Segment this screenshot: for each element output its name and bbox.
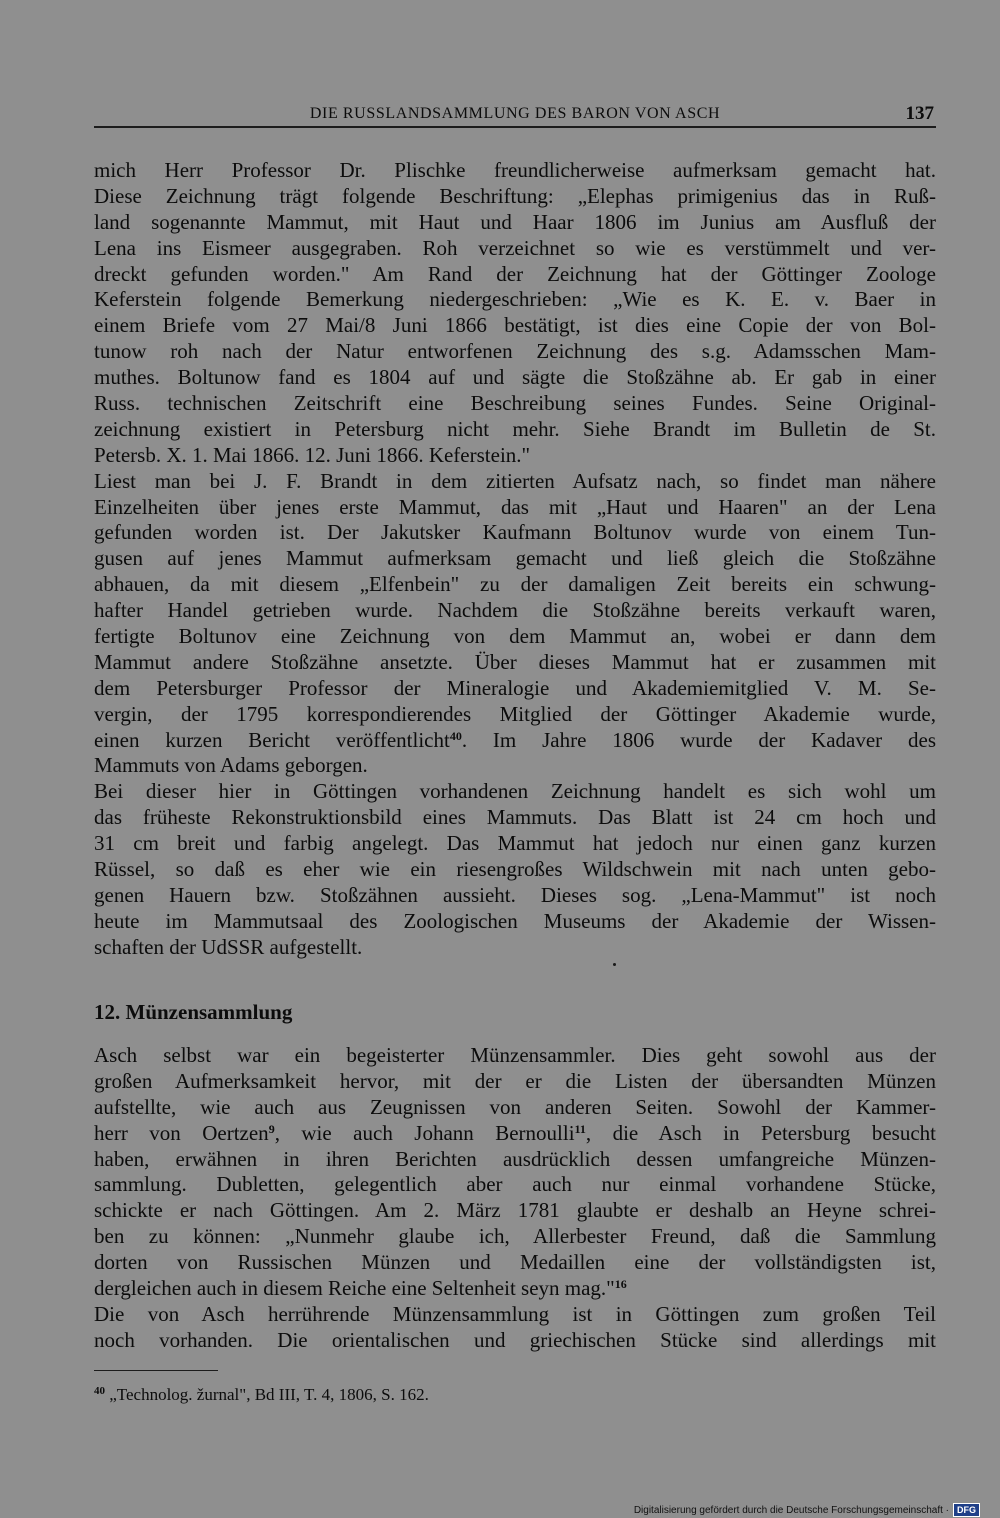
text-line: zeichnung existiert in Petersburg nicht mehr. Siehe Brandt im Bulletin de St. — [94, 416, 936, 441]
text-line: mich Herr Professor Dr. Plischke freundlicherweise aufmerksam gemacht hat. — [94, 158, 936, 182]
text-line: schaften der UdSSR aufgestellt. — [94, 934, 363, 959]
text-fragment: . Im Jahre 1806 wurde der Kadaver des — [461, 727, 936, 752]
text-line: Mammut andere Stoßzähne ansetzte. Über dieses Mammut hat er zusammen mit — [94, 649, 936, 674]
text-line: Russ. technischen Zeitschrift eine Beschreibung seines Fundes. Seine Original- — [94, 391, 936, 416]
section-text — [94, 1043, 936, 1354]
text-line: Bei dieser hier in Göttingen vorhandenen Zeichnung handelt es sich wohl um — [94, 779, 936, 804]
text-line: vergin, der 1795 korrespondierendes Mitglied der Göttinger Akademie wurde, — [94, 701, 936, 726]
text-line: Petersb. X. 1. Mai 1866. 12. Juni 1866. Keferstein." — [94, 442, 531, 467]
text-line: sammlung. Dubletten, gelegentlich aber auch nur einmal vorhandene Stücke, — [94, 1172, 936, 1197]
footnote-number: 40 — [94, 1385, 105, 1397]
footnote-ref[interactable]: 16 — [614, 1277, 627, 1292]
footnote-rule — [94, 1370, 218, 1371]
text-line: noch vorhanden. Die orientalischen und griechischen Stücke sind allerdings mit — [94, 1327, 936, 1352]
text-line: Rüssel, so daß es eher wie ein riesengroßes Wildschwein mit nach unten gebo- — [94, 857, 936, 882]
text-line — [94, 1121, 936, 1147]
text-line: dreckt gefunden worden." Am Rand der Zeichnung hat der Göttinger Zoologe — [94, 261, 936, 286]
page-number: 137 — [905, 103, 934, 124]
text-line: Mammuts von Adams geborgen. — [94, 753, 368, 778]
text-line: Diese Zeichnung trägt folgende Beschriftung: „Elephas primigenius das in Ruß- — [94, 183, 936, 208]
main-text — [94, 158, 936, 961]
text-line: muthes. Boltunow fand es 1804 auf und sägte die Stoßzähne ab. Er gab in einer — [94, 365, 936, 390]
text-line: land sogenannte Mammut, mit Haut und Haar 1806 im Junius am Ausfluß der — [94, 209, 936, 234]
text-line: 31 cm breit und farbig angelegt. Das Mammut hat jedoch nur einen ganz kurzen — [94, 831, 936, 856]
text-fragment: , wie auch Johann Bernoulli — [274, 1120, 575, 1145]
text-line: hafter Handel getrieben wurde. Nachdem die Stoßzähne bereits verkauft waren, — [94, 598, 936, 623]
text-fragment: , die Asch in Petersburg besucht — [585, 1120, 936, 1145]
text-line: schickte er nach Göttingen. Am 2. März 1781 glaubte er deshalb an Heyne schrei- — [94, 1198, 936, 1223]
text-line: großen Aufmerksamkeit hervor, mit der er die Listen der übersandten Münzen — [94, 1068, 936, 1093]
text-line: haben, erwähnen in ihren Berichten ausdrücklich dessen umfangreiche Münzen- — [94, 1146, 936, 1171]
text-line: dem Petersburger Professor der Mineralogie und Akademiemitglied V. M. Se- — [94, 675, 936, 700]
running-title: DIE RUSSLANDSAMMLUNG DES BARON VON ASCH — [309, 105, 721, 122]
dfg-logo-icon: DFG — [953, 1503, 980, 1517]
text-line: gusen auf jenes Mammut aufmerksam gemacht und ließ gleich die Stoßzähne — [94, 546, 936, 571]
running-header — [94, 100, 936, 126]
text-line: aufstellte, wie auch aus Zeugnissen von anderen Seiten. Sowohl der Kammer- — [94, 1094, 936, 1119]
text-fragment: dergleichen auch in diesem Reiche eine Seltenheit seyn mag." — [94, 1276, 615, 1301]
footnote-text: „Technolog. žurnal", Bd III, T. 4, 1806, S. 162. — [105, 1385, 429, 1404]
text-line: abhauen, da mit diesem „Elfenbein" zu der damaligen Zeit bereits ein schwung- — [94, 572, 936, 597]
footnote-ref[interactable]: 11 — [574, 1121, 586, 1136]
footnote-ref[interactable]: 9 — [268, 1121, 275, 1136]
text-line: Die von Asch herrührende Münzensammlung ist in Göttingen zum großen Teil — [94, 1301, 936, 1326]
text-line: Einzelheiten über jenes erste Mammut, das mit „Haut und Haaren" an der Lena — [94, 494, 936, 519]
header-rule — [94, 126, 936, 128]
footnote-ref[interactable]: 40 — [449, 728, 462, 743]
section-heading: 12. Münzensammlung — [94, 1000, 293, 1024]
text-line: heute im Mammutsaal des Zoologischen Museums der Akademie der Wissen- — [94, 908, 936, 933]
text-fragment: einen kurzen Bericht veröffentlicht — [94, 727, 450, 752]
digitization-credit — [634, 1503, 980, 1517]
print-speck — [613, 963, 616, 966]
text-line: Lena ins Eismeer ausgegraben. Roh verzeichnet so wie es verstümmelt und ver- — [94, 235, 936, 260]
footnote — [94, 1385, 429, 1405]
text-line — [94, 728, 936, 754]
text-line: gefunden worden ist. Der Jakutsker Kaufmann Boltunov wurde von einem Tun- — [94, 520, 936, 545]
text-line: fertigte Boltunov eine Zeichnung von dem Mammut an, wobei er dann dem — [94, 624, 936, 649]
text-line: ben zu können: „Nunmehr glaube ich, Allerbester Freund, daß die Sammlung — [94, 1224, 936, 1249]
text-line: Liest man bei J. F. Brandt in dem zitierten Aufsatz nach, so findet man nähere — [94, 468, 936, 493]
text-line: Keferstein folgende Bemerkung niedergeschrieben: „Wie es K. E. v. Baer in — [94, 287, 936, 312]
credit-text: Digitalisierung gefördert durch die Deutsche Forschungsgemeinschaft · — [633, 1504, 949, 1516]
text-line: dorten von Russischen Münzen und Medaillen eine der vollständigsten ist, — [94, 1250, 936, 1275]
text-line: tunow roh nach der Natur entworfenen Zeichnung des s.g. Adamsschen Mam- — [94, 339, 936, 364]
text-line: einem Briefe vom 27 Mai/8 Juni 1866 bestätigt, ist dies eine Copie der von Bol- — [94, 313, 936, 338]
text-line: genen Hauern bzw. Stoßzähnen aussieht. Dieses sog. „Lena-Mammut" ist noch — [94, 882, 936, 907]
text-fragment: herr von Oertzen — [94, 1120, 269, 1145]
text-line: das früheste Rekonstruktionsbild eines Mammuts. Das Blatt ist 24 cm hoch und — [94, 805, 936, 830]
text-line: Asch selbst war ein begeisterter Münzensammler. Dies geht sowohl aus der — [94, 1043, 936, 1067]
text-line — [94, 1276, 936, 1302]
